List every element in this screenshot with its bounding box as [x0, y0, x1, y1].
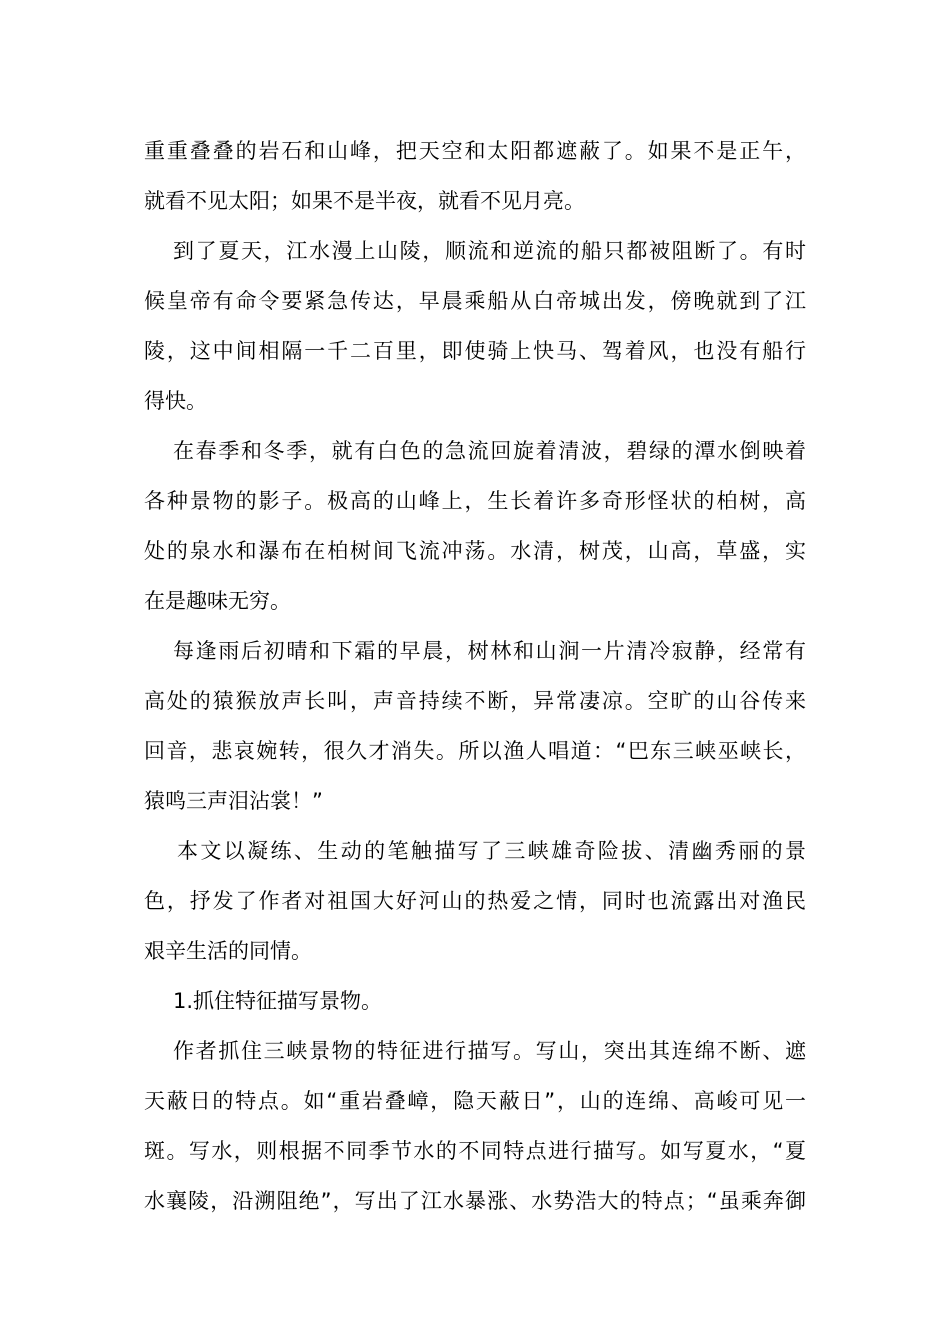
text-line: 色，抒发了作者对祖国大好河山的热爱之情，同时也流露出对渔民 [144, 889, 806, 913]
text-line: 回音，悲哀婉转，很久才消失。所以渔人唱道：“巴东三峡巫峡长， [144, 739, 806, 763]
text-line: 在春季和冬季，就有白色的急流回旋着清波，碧绿的潭水倒映着 [173, 439, 806, 463]
text-line: 就看不见太阳；如果不是半夜，就看不见月亮。 [144, 189, 585, 213]
text-line: 在是趣味无穷。 [144, 589, 291, 613]
text-line: 猿鸣三声泪沾裳！” [144, 789, 323, 813]
text-line: 处的泉水和瀑布在柏树间飞流冲荡。水清，树茂，山高，草盛，实 [144, 539, 806, 563]
text-line: 各种景物的影子。极高的山峰上，生长着许多奇形怪状的柏树，高 [144, 489, 806, 513]
text-line: 作者抓住三峡景物的特征进行描写。写山，突出其连绵不断、遮 [173, 1039, 806, 1063]
text-line: 高处的猿猴放声长叫，声音持续不断，异常凄凉。空旷的山谷传来 [144, 689, 806, 713]
section-heading: 1.抓住特征描写景物。 [173, 989, 383, 1013]
text-line: 重重叠叠的岩石和山峰，把天空和太阳都遮蔽了。如果不是正午， [144, 139, 806, 163]
document-body [144, 126, 806, 1226]
text-line: 水襄陵，沿溯阻绝”，写出了江水暴涨、水势浩大的特点；“虽乘奔御 [144, 1189, 806, 1213]
text-line: 斑。写水，则根据不同季节水的不同特点进行描写。如写夏水，“夏 [144, 1139, 806, 1163]
text-line: 每逢雨后初晴和下霜的早晨，树林和山涧一片清冷寂静，经常有 [173, 639, 806, 663]
text-line: 陵，这中间相隔一千二百里，即使骑上快马、驾着风，也没有船行 [144, 339, 806, 363]
text-line: 天蔽日的特点。如“重岩叠嶂，隐天蔽日”，山的连绵、高峻可见一 [144, 1089, 806, 1113]
text-line: 候皇帝有命令要紧急传达，早晨乘船从白帝城出发，傍晚就到了江 [144, 289, 806, 313]
text-line: 本文以凝练、生动的笔触描写了三峡雄奇险拔、清幽秀丽的景 [177, 839, 806, 863]
text-line: 艰辛生活的同情。 [144, 939, 312, 963]
text-line: 得快。 [144, 389, 207, 413]
text-line: 到了夏天，江水漫上山陵，顺流和逆流的船只都被阻断了。有时 [173, 239, 806, 263]
